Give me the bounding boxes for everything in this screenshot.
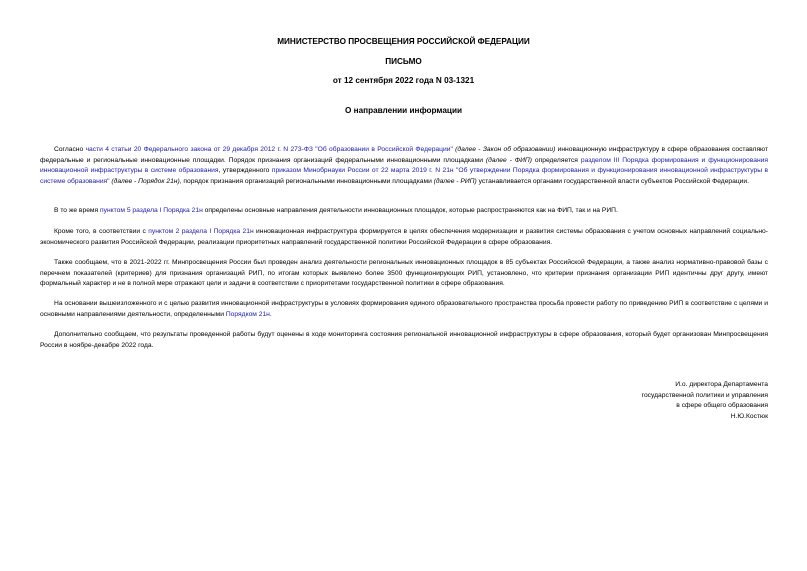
ministry-heading: МИНИСТЕРСТВО ПРОСВЕЩЕНИЯ РОССИЙСКОЙ ФЕДЕРАЦИИ [277,37,530,46]
paragraph-1 [40,145,768,187]
paragraph-6 [40,330,768,351]
paragraph-4 [40,258,768,290]
p1-text: , утвержденного [218,167,272,174]
p4-text: Также сообщаем, что в 2021-2022 гг. Минпросвещения России был проведен анализ деятельности региональных инновационных площадок в 85 субъектах Российской Федерации, а также анализ нормативно-правовой базы с перечнем показателей (критериев) для признания организаций РИП, по итогам которых выявлено более 3500 функционирующих РИП, установлено, что критерии признания организации РИП идентичны друг другу, имеют формальный характер и не в полной мере отражают цели и задачи в соответствии с приоритетами государственной политики в сфере образования. [40,259,768,287]
order-21n-ref-link[interactable]: Порядком 21н [225,310,270,318]
date-number-heading: от 12 сентября 2022 года N 03-1321 [332,76,475,85]
clause-5-link[interactable]: пунктом 5 раздела I Порядка 21н [100,207,203,214]
doc-type-heading: ПИСЬМО [385,57,422,66]
p2-text: определены основные направления деятельности инновационных площадок, которые распространяются как на ФИП, так и на РИП. [202,207,618,214]
signature-line: в сфере общего образования [676,402,768,409]
p3-text: инновационная инфраструктура формируется в целях обеспечения модернизации и развития системы образования с учетом основных направлений социально-экономического развития Российской Федерации, реализации приоритетных направлений государственной политики Российской Федерации в сфере образования. [40,228,768,246]
p3-text: Кроме того, в соответствии с [54,228,149,235]
paragraph-3 [40,227,768,248]
p1-text: Согласно [54,146,86,153]
clause-2-link[interactable]: пунктом 2 раздела I Порядка 21н [148,228,254,235]
p2-text: В то же время [54,207,101,214]
p1-note: (далее - Порядок 21н) [109,177,180,185]
p1-note: (далее - РИП) [433,177,477,185]
signature-line: И.о. директора Департамента [675,381,768,388]
p1-note: (далее - ФИП) [485,156,532,164]
signature-name: Н.Ю.Костюк [730,412,768,420]
p1-text: инновационную инфраструктуру в сфере образования составляют федеральные и региональные инновационные площадки. Порядок признания организаций федеральными инновационными площадками [40,146,768,164]
p6-text: Дополнительно сообщаем, что результаты проведенной работы будут оценены в ходе мониторинга состояния региональной инновационной инфраструктуры в сфере образования, который будет организован Минпросвещения России в ноябре-декабре 2022 года. [40,331,768,349]
order-21n-link[interactable]: приказом Минобрнауки России от 22 марта 2019 г. N 21н "Об утверждении Порядка формирования и функционирования инновационной инфраструктуры в системе образования" [40,167,769,185]
signature-line: государственной политики и управления [641,391,768,399]
law-273-fz-link[interactable]: части 4 статьи 20 Федерального закона от 29 декабря 2012 г. N 273-ФЗ "Об образовании в Российской Федерации" [85,146,453,153]
p5-text: На основании вышеизложенного и с целью развития инновационной инфраструктуры в условиях формирования единого образовательного пространства просьба провести работу по приведению РИП в соответствие с целями и основными направлениями деятельности, определенными [40,300,768,318]
subject-heading: О направлении информации [344,106,463,115]
p1-text: , порядок признания организаций региональными инновационными площадками [179,177,434,185]
p1-text: определяется [531,156,581,164]
paragraph-5 [40,299,768,320]
p5-text: . [269,310,272,318]
p1-note: (далее - Закон об образовании) [452,146,556,153]
p1-text: устанавливается органами государственной власти субъектов Российской Федерации. [476,177,750,185]
signature-block [568,380,768,422]
paragraph-2 [40,206,768,217]
section-iii-link[interactable]: разделом III Порядка формирования и функционирования инновационной инфраструктуры в системе образования [40,156,769,174]
